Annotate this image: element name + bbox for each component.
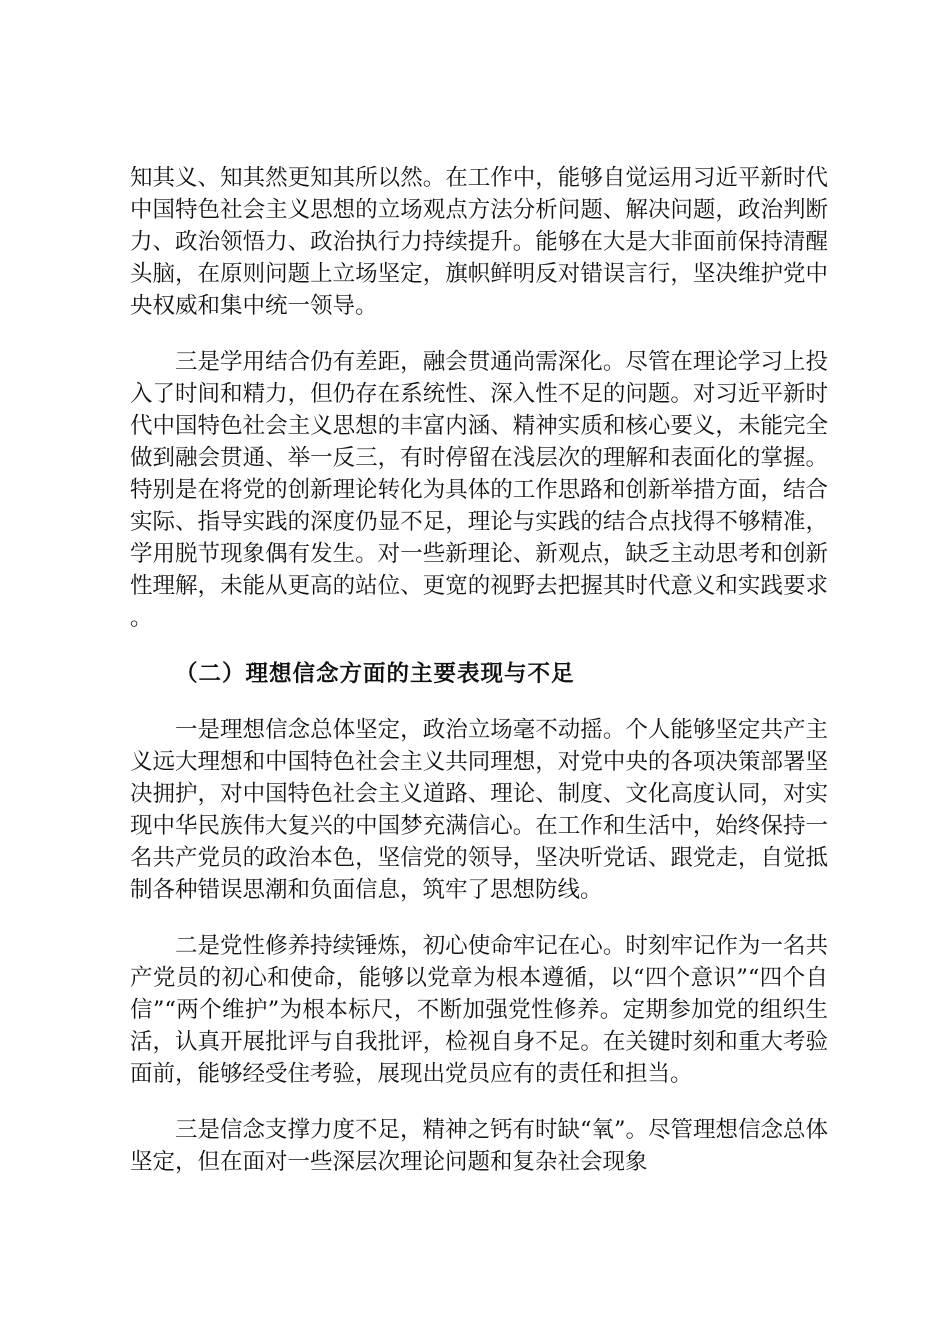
document-page [130, 162, 828, 1178]
paragraph-5: 三是信念支撑力度不足，精神之钙有时缺“氧”。尽管理想信念总体坚定，但在面对一些深层次理论问题和复杂社会现象 [130, 1117, 829, 1175]
paragraph-2: 三是学用结合仍有差距，融会贯通尚需深化。尽管在理论学习上投入了时间和精力，但仍存在系统性、深入性不足的问题。对习近平新时代中国特色社会主义思想的丰富内涵、精神实质和核心要义，未能完全做到融会贯通、举一反三，有时停留在浅层次的理解和表面化的掌握。特别是在将党的创新理论转化为具体的工作思路和创新举措方面，结合实际、指导实践的深度仍显不足，理论与实践的结合点找得不够精准，学用脱节现象偶有发生。对一些新理论、新观点，缺乏主动思考和创新性理解，未能从更高的站位、更宽的视野去把握其时代意义和实践要求。 [130, 349, 828, 631]
paragraph-3: 一是理想信念总体坚定，政治立场毫不动摇。个人能够坚定共产主义远大理想和中国特色社会主义共同理想，对党中央的各项决策部署坚决拥护，对中国特色社会主义道路、理论、制度、文化高度认同，对实现中华民族伟大复兴的中国梦充满信心。在工作和生活中，始终保持一名共产党员的政治本色，坚信党的领导，坚决听党话、跟党走，自觉抵制各种错误思潮和负面信息，筑牢了思想防线。 [130, 717, 828, 903]
section-heading: （二）理想信念方面的主要表现与不足 [175, 661, 575, 687]
paragraph-1: 知其义、知其然更知其所以然。在工作中，能够自觉运用习近平新时代中国特色社会主义思想的立场观点方法分析问题、解决问题，政治判断力、政治领悟力、政治执行力持续提升。能够在大是大非面前保持清醒头脑，在原则问题上立场坚定，旗帜鲜明反对错误言行，坚决维护党中央权威和集中统一领导。 [130, 165, 828, 319]
paragraph-4: 二是党性修养持续锤炼，初心使命牢记在心。时刻牢记作为一名共产党员的初心和使命，能够以党章为根本遵循，以“四个意识”“四个自信”“两个维护”为根本标尺，不断加强党性修养。定期参加党的组织生活，认真开展批评与自我批评，检视自身不足。在关键时刻和重大考验面前，能够经受住考验，展现出党员应有的责任和担当。 [130, 933, 828, 1087]
